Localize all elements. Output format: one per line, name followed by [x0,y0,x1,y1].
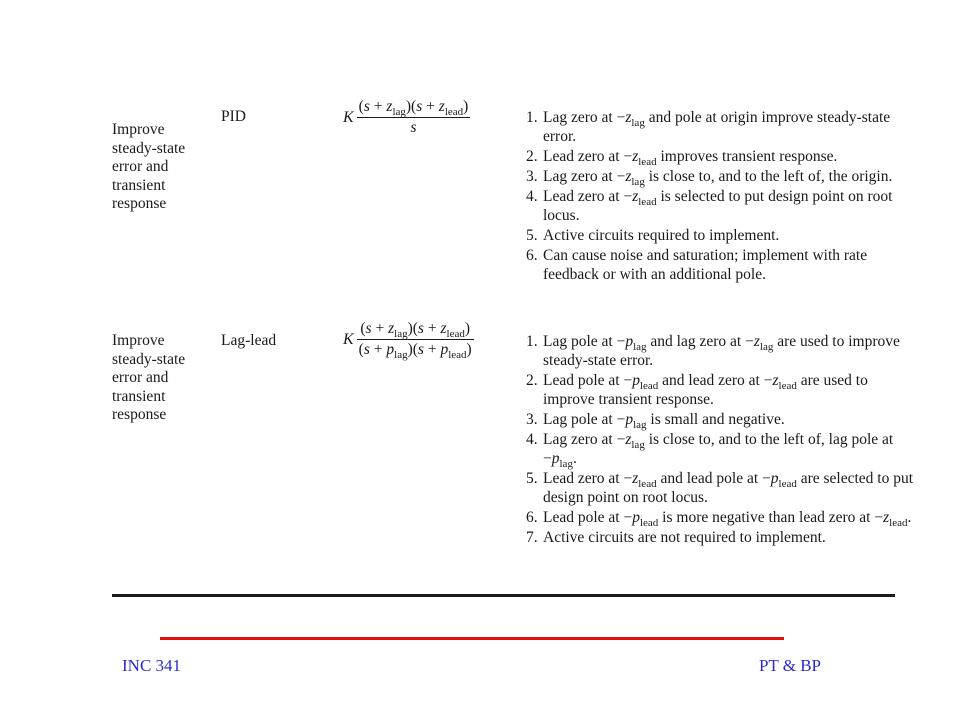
note-item: 5. Active circuits required to implement. [526,227,780,244]
row-laglead-notes [526,332,916,548]
goal-line: steady-state [112,350,186,368]
note-item: 6. Can cause noise and saturation; implement with rate feedback or with an additional pole. [526,247,868,283]
note-item: 7. Active circuits are not required to implement. [526,529,826,546]
row-pid-type: PID [221,108,246,125]
formula-numerator: $(s + z_{lag})(s + z_{lead})$ [357,320,474,340]
note-item: 5. Lead zero at $-z_{lead}$ and lead pole at $-p_{lead}$ are selected to put design point on root locus. [526,470,914,506]
row-laglead-type: Lag-lead [221,332,277,349]
goal-line: response [112,195,167,212]
note-item: 4. Lag zero at $-z_{lag}$ is close to, and to the left of, lag pole at $-p_{lag}$. [526,431,894,470]
goal-line: error and [112,369,169,386]
footer-course-code: INC 341 [122,656,182,675]
goal-line: transient [112,387,166,405]
row-laglead-goal [112,332,212,425]
note-item: 3. Lag pole at $-p_{lag}$ is small and negative. [526,411,785,431]
goal-line: steady-state [112,139,186,157]
note-item: 1. Lag zero at $-z_{lag}$ and pole at origin improve steady-state error. [526,109,891,145]
footer-authors: PT & BP [758,656,821,675]
transfer-fraction [357,320,474,359]
table-bottom-rule [112,594,895,597]
formula-denominator: s [410,119,417,136]
goal-line: Improve [112,332,165,349]
note-item: 2. Lead pole at $-p_{lead}$ and lead zero at $-z_{lead}$ are used to improve transient response. [526,372,868,408]
goal-line: transient [112,176,166,194]
goal-line: response [112,406,167,423]
formula-denominator: $(s + p_{lag})(s + p_{lead})$ [358,341,472,361]
transfer-fraction [357,98,471,137]
goal-line: Improve [112,121,165,138]
row-pid-formula [343,98,470,137]
footer-accent-rule [160,637,784,640]
note-item: 1. Lag pole at $-p_{lag}$ and lag zero at $-z_{lag}$ are used to improve steady-state error. [526,333,900,369]
row-pid-notes [526,108,916,285]
gain-k: K [343,330,354,348]
note-item: 3. Lag zero at $-z_{lag}$ is close to, and to the left of, the origin. [526,168,893,188]
row-laglead-formula [343,320,474,359]
formula-numerator: $(s + z_{lag})(s + z_{lead})$ [358,98,469,118]
note-item: 2. Lead zero at $-z_{lead}$ improves transient response. [526,148,838,168]
goal-line: error and [112,158,169,175]
note-item: 6. Lead pole at $-p_{lead}$ is more negative than lead zero at $-z_{lead}$. [526,509,912,529]
row-pid-goal [112,121,212,214]
gain-k: K [343,108,354,126]
note-item: 4. Lead zero at $-z_{lead}$ is selected to put design point on root locus. [526,188,893,224]
